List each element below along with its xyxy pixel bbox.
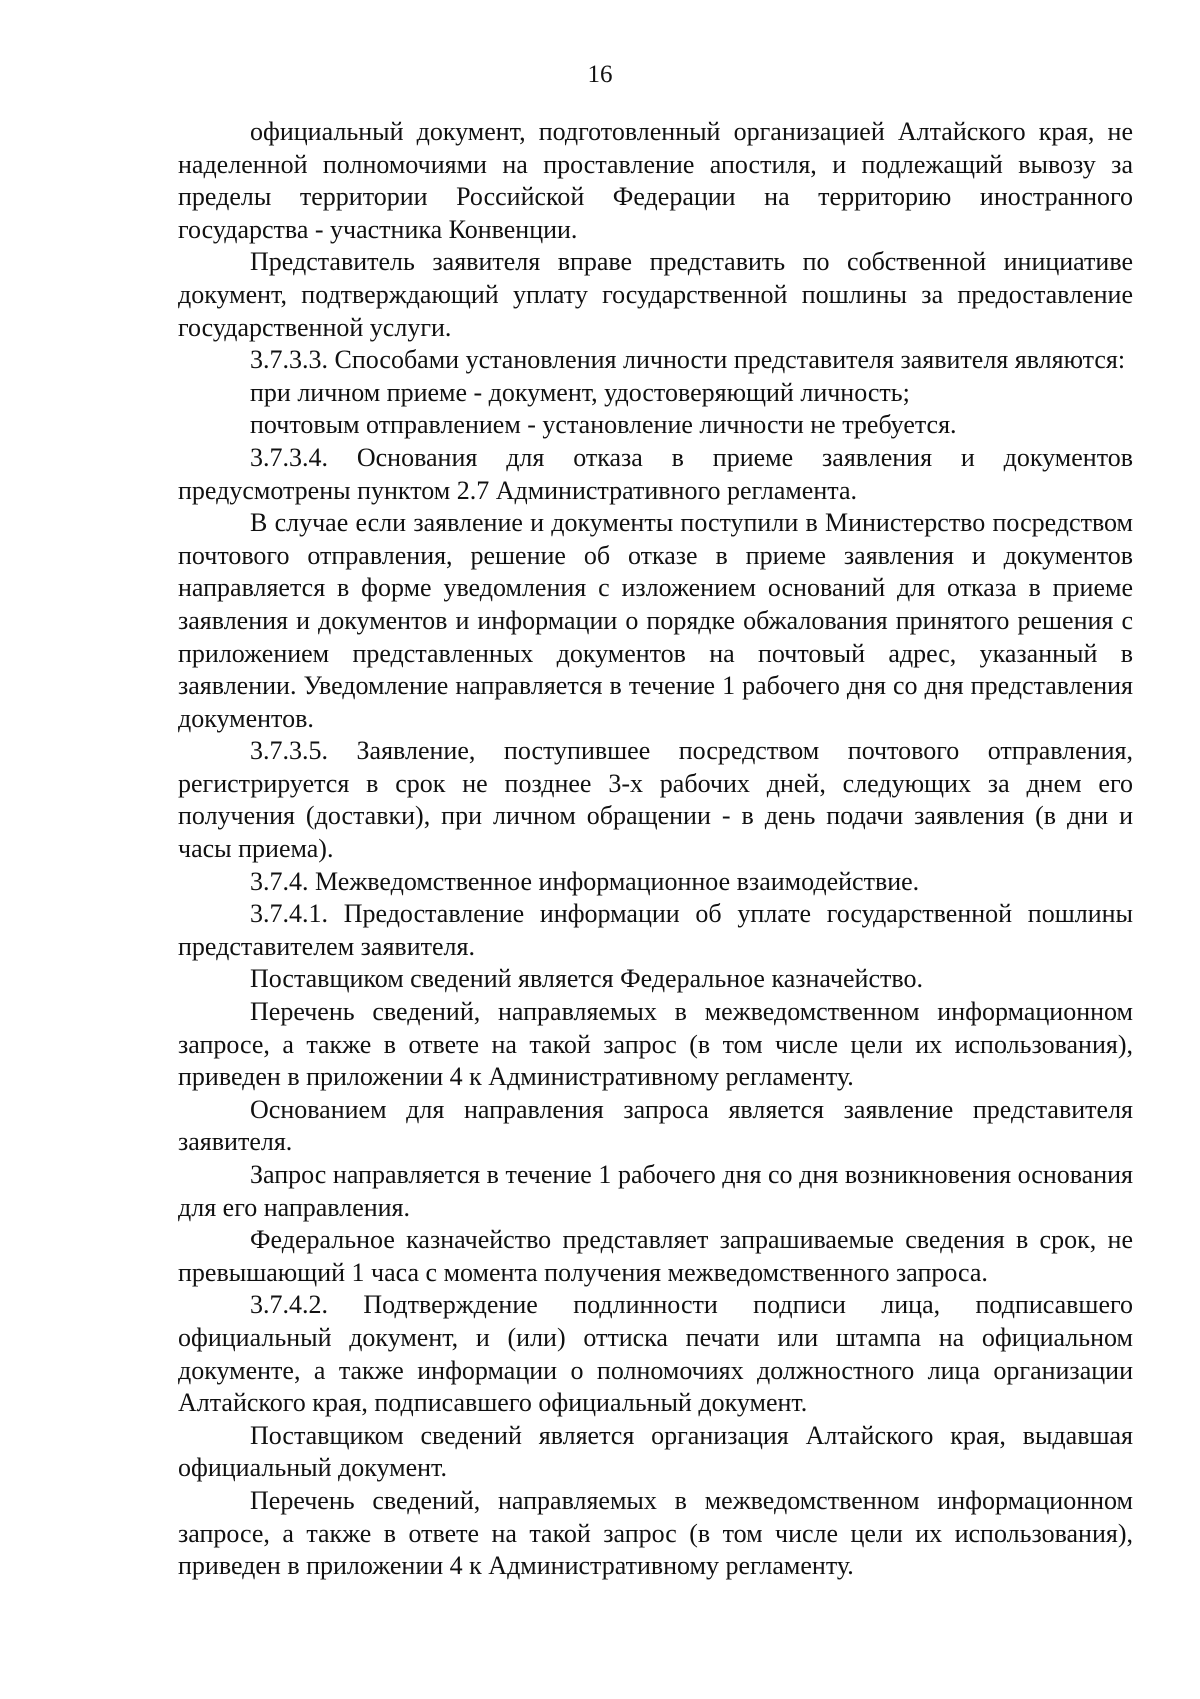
- paragraph-17: Поставщиком сведений является организация Алтайского края, выдавшая официальный документ.: [178, 1420, 1133, 1483]
- paragraph-14: Запрос направляется в течение 1 рабочего дня со дня возникновения основания для его направления.: [178, 1160, 1133, 1222]
- paragraph-8: 3.7.3.5. Заявление, поступившее посредством почтового отправления, регистрируется в срок не позднее 3-х рабочих дней, следующих за днем его получения (доставки), при личном обращении - в день подачи заявления (в дни и часы приема).: [178, 736, 1133, 864]
- paragraph-16: 3.7.4.2. Подтверждение подлинности подписи лица, подписавшего официальный документ, и (или) оттиска печати или штампа на официальном документе, а также информации о полномочиях должностного лица организации Алтайского края, подписавшего официальный документ.: [178, 1290, 1133, 1418]
- paragraph-15: Федеральное казначейство представляет запрашиваемые сведения в срок, не превышающий 1 часа с момента получения межведомственного запроса.: [178, 1225, 1133, 1287]
- paragraph-4: при личном приеме - документ, удостоверяющий личность;: [250, 377, 910, 407]
- paragraph-2: Представитель заявителя вправе представить по собственной инициативе документ, подтверждающий уплату государственной пошлины за предоставление государственной услуги.: [178, 247, 1133, 342]
- paragraph-18: Перечень сведений, направляемых в межведомственном информационном запросе, а также в ответе на такой запрос (в том числе цели их использования), приведен в приложении 4 к Административному регламенту.: [178, 1485, 1133, 1581]
- paragraph-9: 3.7.4. Межведомственное информационное взаимодействие.: [250, 866, 920, 896]
- paragraph-7: В случае если заявление и документы поступили в Министерство посредством почтового отправления, решение об отказе в приеме заявления и документов направляется в форме уведомления с изложением оснований для отказа в приеме заявления и документов и информации о порядке обжалования принятого решения с приложением представленных документов на почтовый адрес, указанный в заявлении. Уведомление направляется в течение 1 рабочего дня со дня представления документов.: [178, 508, 1133, 733]
- paragraph-13: Основанием для направления запроса является заявление представителя заявителя.: [178, 1094, 1133, 1157]
- paragraph-6: 3.7.3.4. Основания для отказа в приеме заявления и документов предусмотрены пунктом 2.7 Административного регламента.: [178, 442, 1133, 505]
- paragraph-3: 3.7.3.3. Способами установления личности представителя заявителя являются:: [250, 345, 1126, 375]
- document-body: [178, 116, 1133, 1583]
- paragraph-10: 3.7.4.1. Предоставление информации об уплате государственной пошлины представителем заявителя.: [178, 899, 1133, 961]
- paragraph-5: почтовым отправлением - установление личности не требуется.: [250, 410, 957, 440]
- paragraph-11: Поставщиком сведений является Федеральное казначейство.: [250, 964, 923, 994]
- paragraph-12: Перечень сведений, направляемых в межведомственном информационном запросе, а также в ответе на такой запрос (в том числе цели их использования), приведен в приложении 4 к Административному регламенту.: [178, 997, 1133, 1092]
- paragraph-1: официальный документ, подготовленный организацией Алтайского края, не наделенной полномочиями на проставление апостиля, и подлежащий вывозу за пределы территории Российской Федерации на территорию иностранного государства - участника Конвенции.: [178, 117, 1133, 244]
- page-number: 16: [587, 61, 613, 88]
